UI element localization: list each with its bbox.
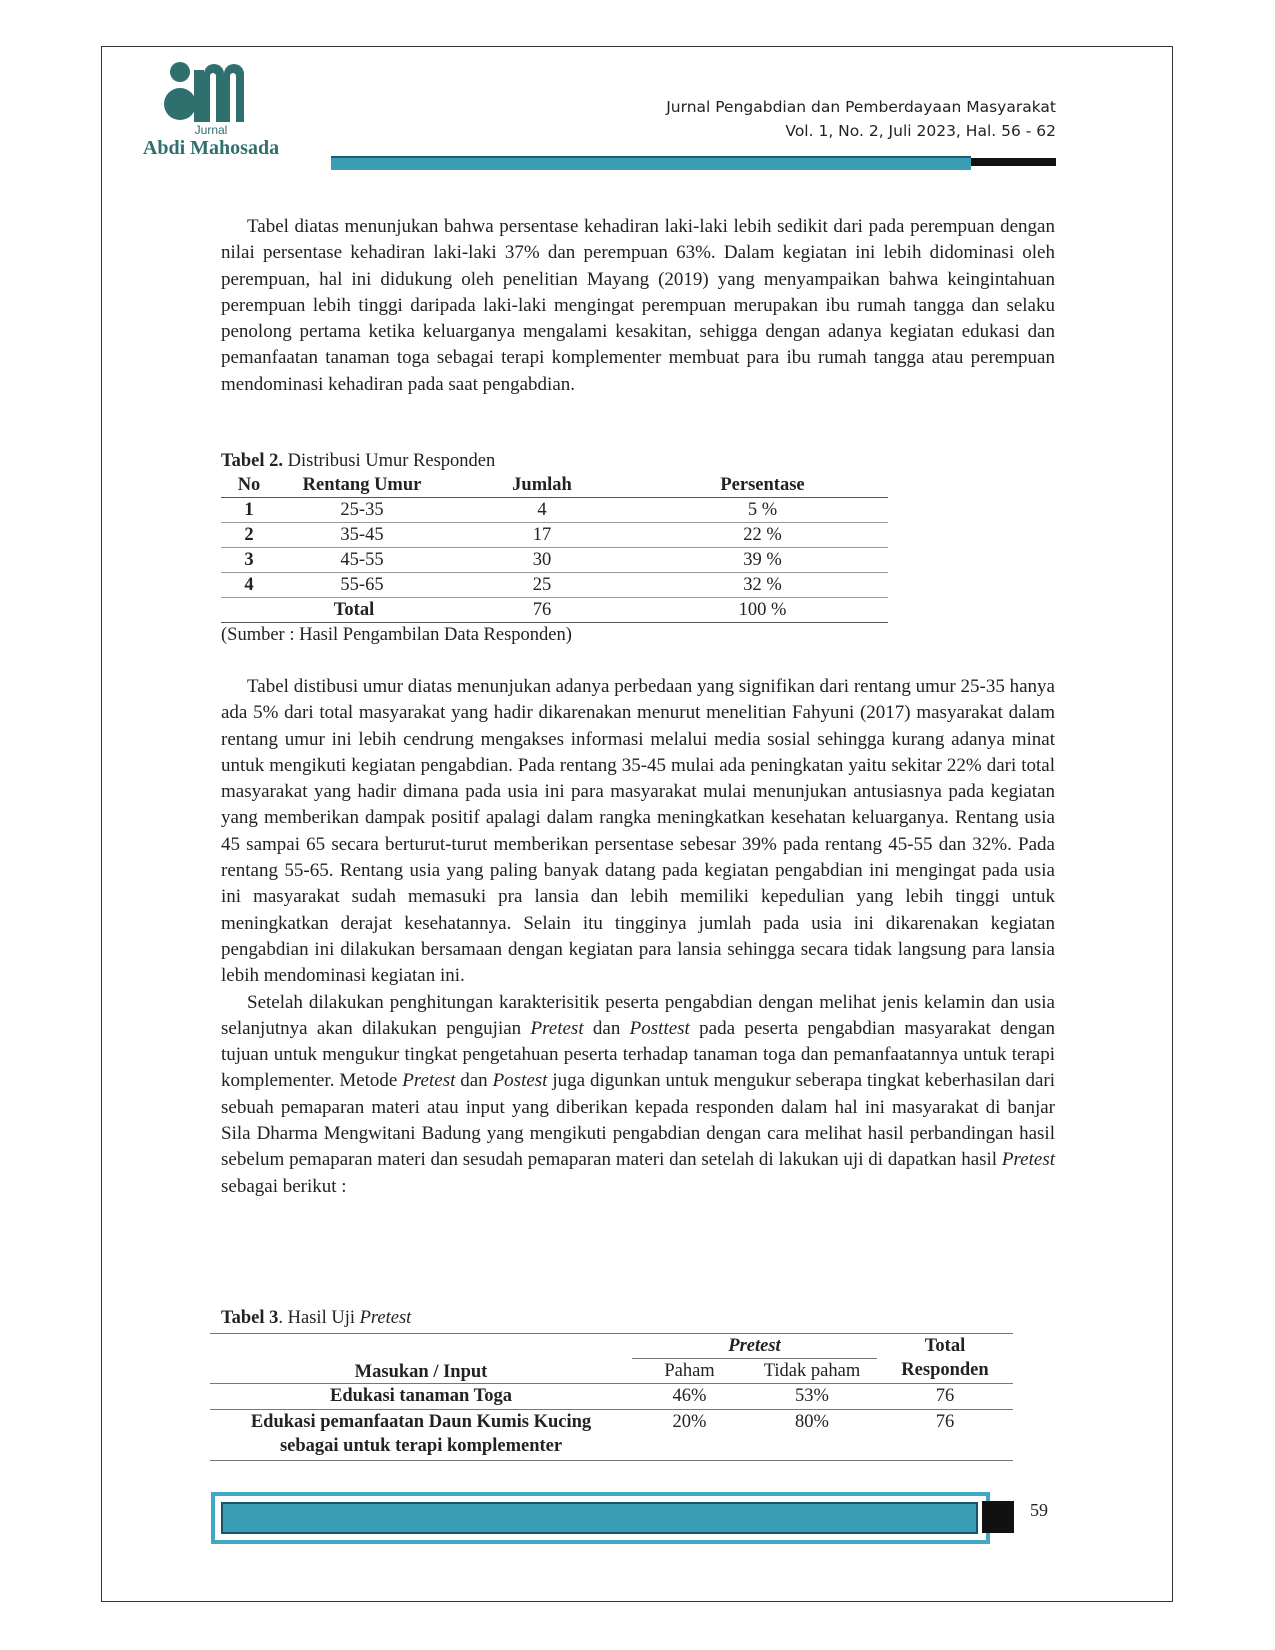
table-total-row (221, 598, 888, 623)
header-bar-dark (971, 158, 1056, 166)
cell-no: 3 (221, 548, 277, 573)
table-2-block (221, 449, 1055, 647)
table-3 (210, 1333, 1013, 1461)
cell-paham: 46% (632, 1384, 747, 1410)
paragraph-1: Tabel diatas menunjukan bahwa persentase kehadiran laki-laki lebih sedikit dari pada perempuan dengan nilai persentase kehadiran laki-laki 37% dan perempuan 63%. Dalam kegiatan ini lebih didominasi oleh perempuan, hal ini didukung oleh penelitian Mayang (2019) yang menyampaikan bahwa keingintahuan perempuan lebih tinggi daripada laki-laki mengingat perempuan merupakan ibu rumah tangga dan selaku penolong pertama ketika keluarganya mengalami kesakitan, sehigga dengan adanya kegiatan edukasi dan pemanfaatan tanaman toga sebagai terapi komplementer membuat para ibu rumah tangga atau perempuan mendominasi kehadiran pada saat pengabdian. (221, 216, 1055, 395)
total-label: Total (221, 598, 447, 623)
footer-dark-block (982, 1501, 1014, 1533)
header-tidak-paham: Tidak paham (747, 1359, 877, 1384)
cell-input: Edukasi tanaman Toga (210, 1384, 632, 1410)
table-3-caption-label: Tabel 3 (221, 1308, 279, 1328)
table-row (210, 1384, 1013, 1410)
cell-persentase: 39 % (637, 548, 888, 573)
table-row (221, 548, 888, 573)
header-jumlah: Jumlah (447, 473, 637, 498)
cell-jumlah: 4 (447, 498, 637, 523)
cell-jumlah: 25 (447, 573, 637, 598)
body-section-2 (221, 674, 1055, 1200)
table-2 (221, 473, 888, 623)
cell-persentase: 22 % (637, 523, 888, 548)
p3-text-6: sebagai berikut : (221, 1175, 347, 1197)
journal-name: Jurnal Pengabdian dan Pemberdayaan Masyarakat (666, 98, 1056, 116)
header-no: No (221, 473, 277, 498)
p3-text-3: pada peserta pengabdian masyarakat dengan tujuan untuk mengukur tingkat pengetahuan peserta terhadap tanaman toga dan pemanfaatannya untuk terapi komplementer. Metode (221, 1017, 1056, 1092)
paragraph-3 (221, 990, 1055, 1200)
table-2-caption-text: Distribusi Umur Responden (283, 451, 496, 471)
logo-small-text: Jurnal (194, 123, 228, 137)
header-input: Masukan / Input (210, 1334, 632, 1384)
table-3-caption-italic: Pretest (359, 1308, 412, 1328)
header-total-2: Responden (877, 1359, 1013, 1384)
cell-input-line-1: Edukasi pemanfaatan Daun Kumis Kucing (250, 1412, 592, 1432)
table-2-caption-label: Tabel 2. (221, 451, 284, 471)
header-bar (331, 156, 971, 170)
cell-rentang: 45-55 (277, 548, 447, 573)
p3-italic-3: Pretest (402, 1070, 456, 1092)
table-2-source: (Sumber : Hasil Pengambilan Data Responden) (221, 625, 572, 645)
header-persentase: Persentase (637, 473, 888, 498)
cell-paham: 20% (672, 1412, 707, 1432)
cell-rentang: 55-65 (277, 573, 447, 598)
header-total-1: Total (924, 1335, 966, 1356)
p3-text-2: dan (583, 1017, 630, 1039)
header-paham: Paham (632, 1359, 747, 1384)
cell-persentase: 5 % (637, 498, 888, 523)
total-count: 76 (447, 598, 637, 623)
cell-input-line-2: sebagai untuk terapi komplementer (279, 1436, 563, 1456)
body-section-1 (221, 214, 1055, 398)
logo-am-mark (164, 60, 260, 124)
page-number: 59 (1030, 1500, 1048, 1520)
journal-logo (136, 58, 286, 162)
p3-italic-2: Posttest (629, 1017, 690, 1039)
table-row (221, 498, 888, 523)
cell-jumlah: 30 (447, 548, 637, 573)
p3-italic-1: Pretest (530, 1017, 584, 1039)
cell-no: 2 (221, 523, 277, 548)
p3-text-4: dan (455, 1070, 493, 1092)
table-3-caption-text: . Hasil Uji (278, 1308, 360, 1328)
cell-rentang: 35-45 (277, 523, 447, 548)
table-2-caption (221, 449, 1055, 473)
p3-italic-4: Postest (492, 1070, 548, 1092)
p3-text-5: juga digunkan untuk mengukur seberapa tingkat keberhasilan dari sebuah pemaparan materi atau input yang diberikan kepada responden dalam hal ini masyarakat di banjar Sila Dharma Mengwitani Badung yang mengikuti pengabdian dengan cara melihat hasil perbandingan hasil sebelum pemaparan materi dan sesudah pemaparan materi dan setelah di lakukan uji di dapatkan hasil (221, 1070, 1056, 1171)
cell-rentang: 25-35 (277, 498, 447, 523)
header-rentang: Rentang Umur (277, 473, 447, 498)
cell-no: 4 (221, 573, 277, 598)
p3-italic-5: Pretest (1001, 1149, 1055, 1171)
cell-persentase: 32 % (637, 573, 888, 598)
footer-bar (211, 1492, 990, 1544)
volume-info: Vol. 1, No. 2, Juli 2023, Hal. 56 - 62 (785, 122, 1056, 140)
table-3-block (210, 1306, 1020, 1461)
cell-no: 1 (221, 498, 277, 523)
cell-total: 76 (877, 1384, 1013, 1410)
table-row (221, 573, 888, 598)
total-percent: 100 % (637, 598, 888, 623)
paragraph-2: Tabel distibusi umur diatas menunjukan adanya perbedaan yang signifikan dari rentang umur 25-35 hanya ada 5% dari total masyarakat yang hadir dikarenakan menurut menelitian Fahyuni (2017) masyarakat dalam rentang umur ini lebih cendrung mengakses informasi melalui media sosial sehingga kurang adanya minat untuk mengikuti kegiatan pengabdian. Pada rentang 35-45 mulai ada peningkatan yaitu sekitar 22% dari total masyarakat yang hadir dimana pada usia ini para masyarakat mulai menunjukan antusiasnya pada kegiatan yang memberikan dampak positif apalagi dalam rangka meningkatkan kesehatan keluarganya. Rentang usia 45 sampai 65 secara berturut-turut memberikan persentase sebesar 39% pada rentang 45-55 dan 32%. Pada rentang 55-65. Rentang usia yang paling banyak datang pada kegiatan pengabdian ini mengingat pada usia ini masyarakat sudah memasuki pra lansia dan lebih memiliki kepedulian yang lebih tinggi untuk meningkatkan derajat kesehatannya. Selain itu tingginya jumlah pada usia ini dikarenakan kegiatan pengabdian ini dilakukan bersamaan dengan kegiatan para lansia sehingga secara tidak langsung para lansia lebih mendominasi kegiatan ini. (221, 676, 1055, 987)
table-3-caption (221, 1306, 1020, 1330)
table-3-header-row-1 (210, 1334, 1013, 1359)
p3-text-1: Setelah dilakukan penghitungan karakterisitik peserta pengabdian dengan melihat jenis kelamin dan usia selanjutnya akan dilakukan pengujian (221, 991, 1055, 1039)
footer-bar-inner (221, 1502, 978, 1534)
cell-total: 76 (935, 1412, 955, 1432)
cell-tidak-paham: 53% (747, 1384, 877, 1410)
cell-tidak-paham: 80% (795, 1412, 829, 1432)
logo-title: Abdi Mahosada (142, 137, 280, 159)
header-pretest: Pretest (632, 1334, 877, 1359)
cell-input (210, 1410, 632, 1461)
cell-jumlah: 17 (447, 523, 637, 548)
table-row (221, 523, 888, 548)
table-row (210, 1410, 1013, 1461)
table-header-row (221, 473, 888, 498)
journal-header (666, 95, 1056, 143)
